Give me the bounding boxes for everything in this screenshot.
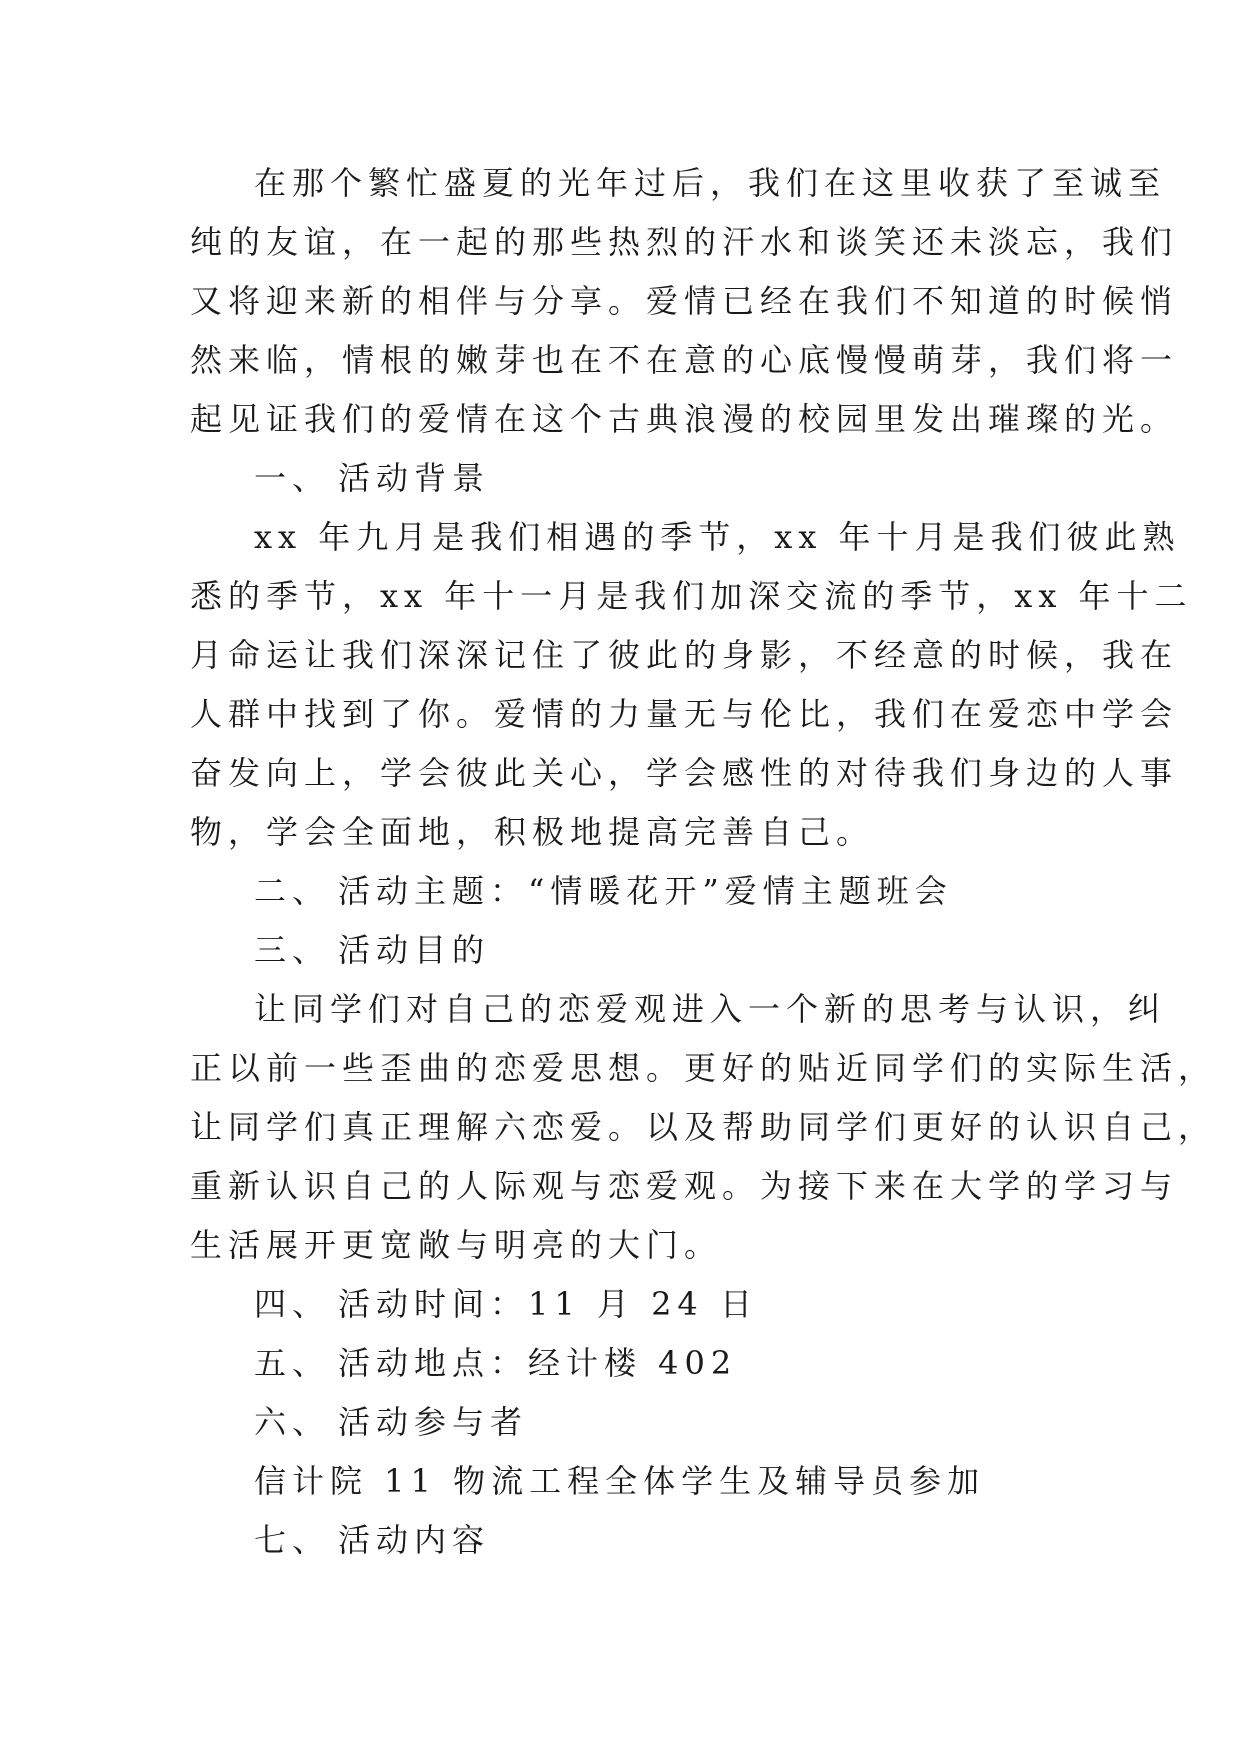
section-4-title: 活动时间：11 月 24 日: [338, 1285, 758, 1323]
section-1-title: 活动背景: [338, 459, 491, 497]
section-3-line-5: 生活展开更宽敞与明亮的大门。: [190, 1226, 723, 1264]
section-7-number: 七、: [254, 1521, 331, 1559]
section-3-title: 活动目的: [338, 931, 491, 969]
intro-line-3: 又将迎来新的相伴与分享。爱情已经在我们不知道的时候悄: [190, 282, 1179, 320]
section-5-number: 五、: [254, 1344, 331, 1382]
section-5-title: 活动地点：经计楼 402: [338, 1344, 738, 1382]
section-6-heading: [254, 1402, 528, 1442]
intro-line-1: 在那个繁忙盛夏的光年过后，我们在这里收获了至诚至: [254, 164, 1167, 202]
section-4-heading: [254, 1284, 758, 1324]
section-2-number: 二、: [254, 872, 331, 910]
section-2-title: 活动主题：“情暖花开”爱情主题班会: [338, 872, 953, 910]
section-6-title: 活动参与者: [338, 1403, 529, 1441]
section-1-line-1: xx 年九月是我们相遇的季节，xx 年十月是我们彼此熟: [254, 518, 1181, 556]
section-4-number: 四、: [254, 1285, 331, 1323]
section-1-heading: [254, 458, 490, 498]
section-5-heading: [254, 1343, 737, 1383]
section-3-line-2: 正以前一些歪曲的恋爱思想。更好的贴近同学们的实际生活，: [190, 1049, 1217, 1087]
section-6-line-1: 信计院 11 物流工程全体学生及辅导员参加: [254, 1462, 986, 1500]
section-7-title: 活动内容: [338, 1521, 491, 1559]
section-3-line-3: 让同学们真正理解六恋爱。以及帮助同学们更好的认识自己，: [190, 1108, 1217, 1146]
section-3-heading: [254, 930, 490, 970]
section-7-heading: [254, 1520, 490, 1560]
intro-line-5: 起见证我们的爱情在这个古典浪漫的校园里发出璀璨的光。: [190, 400, 1179, 438]
section-2-heading: [254, 871, 953, 911]
section-3-number: 三、: [254, 931, 331, 969]
section-1-line-2: 悉的季节，xx 年十一月是我们加深交流的季节，xx 年十二: [190, 577, 1193, 615]
section-3-line-4: 重新认识自己的人际观与恋爱观。为接下来在大学的学习与: [190, 1167, 1179, 1205]
section-1-number: 一、: [254, 459, 331, 497]
intro-line-2: 纯的友谊，在一起的那些热烈的汗水和谈笑还未淡忘，我们: [190, 223, 1179, 261]
section-3-line-1: 让同学们对自己的恋爱观进入一个新的思考与认识，纠: [254, 990, 1167, 1028]
section-1-line-3: 月命运让我们深深记住了彼此的身影，不经意的时候，我在: [190, 636, 1179, 674]
section-6-number: 六、: [254, 1403, 331, 1441]
section-1-line-4: 人群中找到了你。爱情的力量无与伦比，我们在爱恋中学会: [190, 695, 1179, 733]
section-1-line-6: 物，学会全面地，积极地提高完善自己。: [190, 813, 875, 851]
section-1-line-5: 奋发向上，学会彼此关心，学会感性的对待我们身边的人事: [190, 754, 1179, 792]
intro-line-4: 然来临，情根的嫩芽也在不在意的心底慢慢萌芽，我们将一: [190, 341, 1179, 379]
